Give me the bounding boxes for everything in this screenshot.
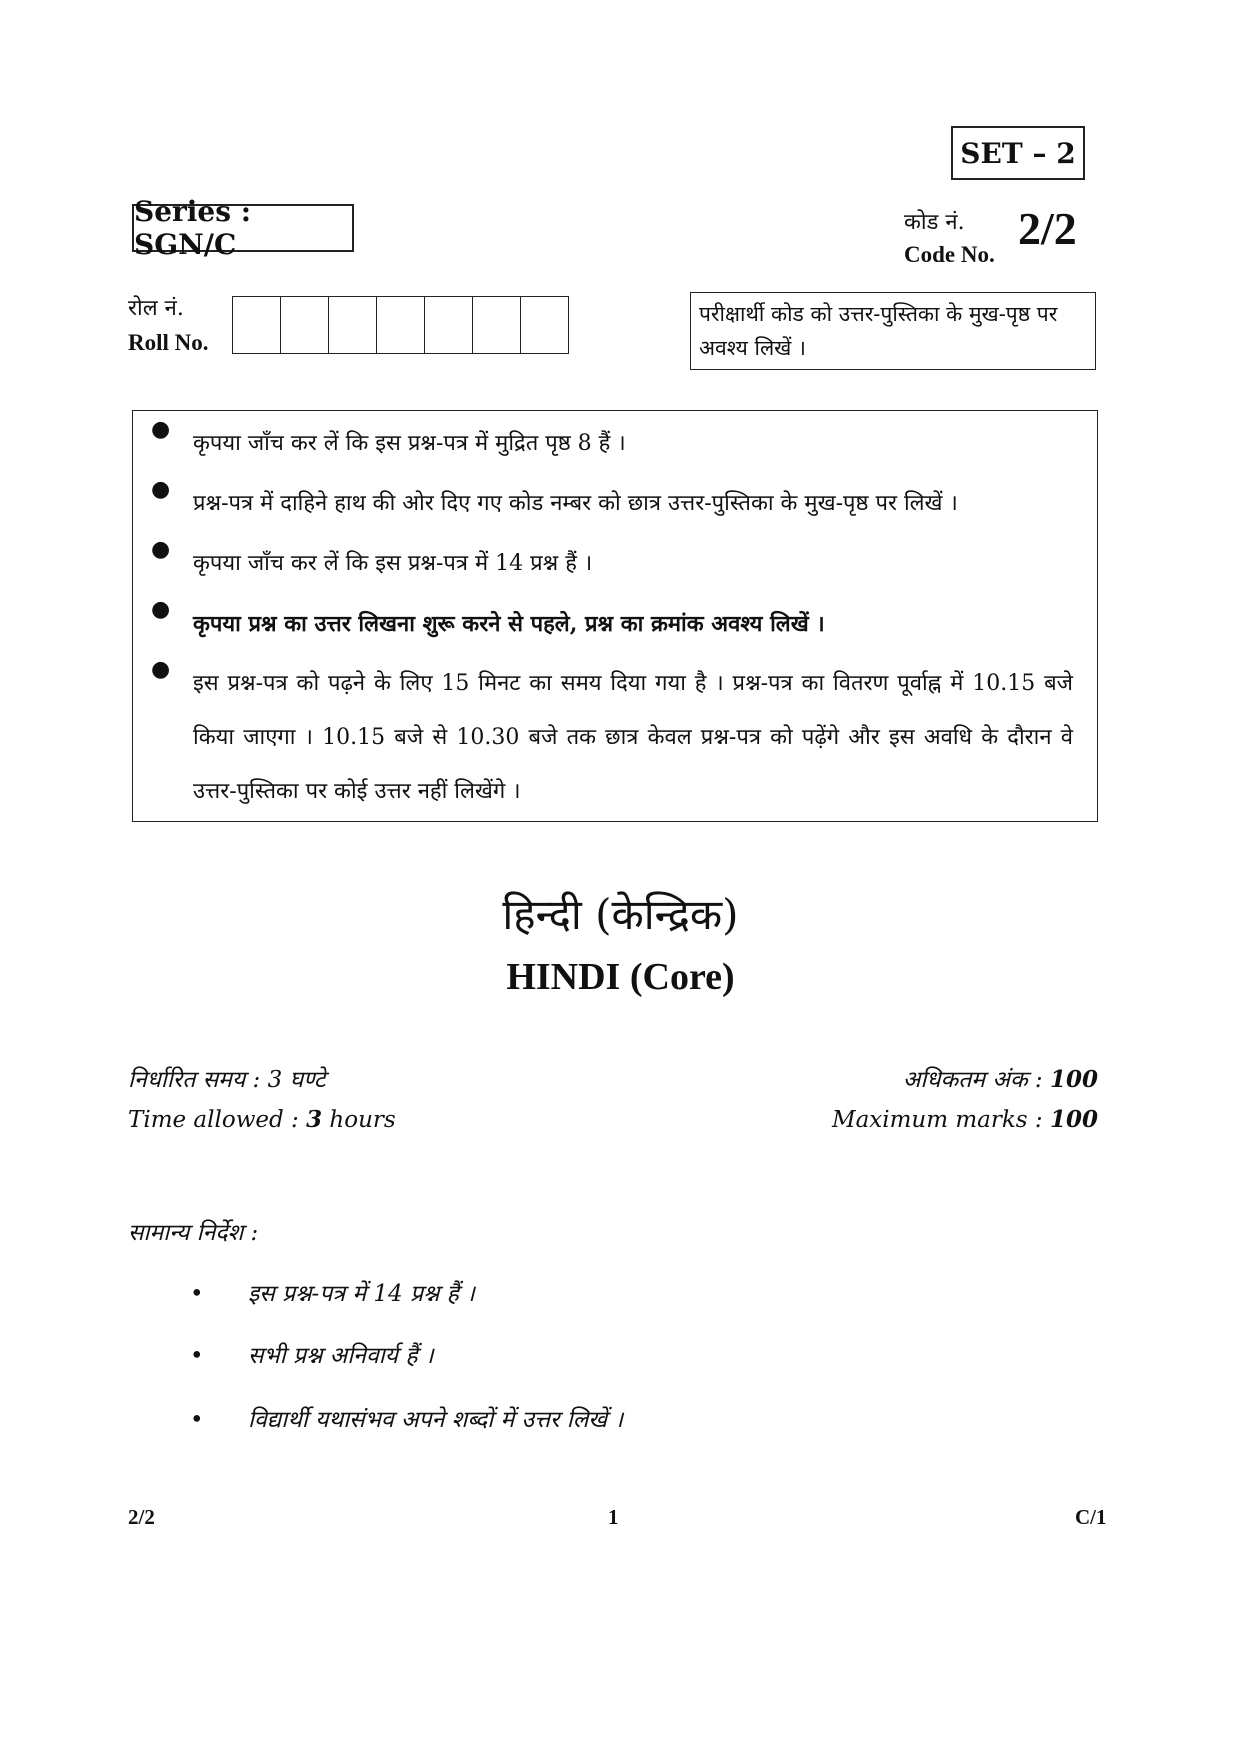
time-allowed-hindi: निर्धारित समय : 3 घण्टे bbox=[128, 1067, 326, 1093]
page-number: 1 bbox=[608, 1505, 619, 1529]
time-allowed-english: Time allowed : 3 hours bbox=[128, 1106, 396, 1133]
candidate-code-note: परीक्षार्थी कोड को उत्तर-पुस्तिका के मुख-पृष्ठ पर अवश्य लिखें । bbox=[690, 292, 1096, 370]
code-label-english: Code No. bbox=[904, 242, 995, 267]
roll-cell[interactable] bbox=[425, 296, 473, 354]
bullet-icon: • bbox=[190, 1343, 204, 1369]
roll-cell[interactable] bbox=[232, 296, 281, 354]
roll-label-english: Roll No. bbox=[128, 330, 209, 355]
bullet-icon: ● bbox=[151, 417, 171, 442]
instruction-text: प्रश्न-पत्र में दाहिने हाथ की ओर दिए गए कोड नम्बर को छात्र उत्तर-पुस्तिका के मुख-पृष्ठ पर लिखें । bbox=[193, 491, 958, 516]
bullet-icon: ● bbox=[151, 597, 171, 622]
roll-number-grid[interactable] bbox=[232, 296, 569, 354]
roll-cell[interactable] bbox=[329, 296, 377, 354]
max-marks-english: Maximum marks : 100 bbox=[832, 1106, 1098, 1133]
instruction-text: इस प्रश्न-पत्र को पढ़ने के लिए 15 मिनट का समय दिया गया है । प्रश्न-पत्र का वितरण पूर्वाह्न में 10.15 बजे किया जाएगा । 10.15 बजे से 10.30 बजे तक छात्र केवल प्रश्न-पत्र को पढ़ेंगे और इस अवधि के दौरान वे उत्तर-पुस्तिका पर कोई उत्तर नहीं लिखेंगे । bbox=[193, 671, 1073, 804]
roll-label-hindi: रोल नं. bbox=[128, 296, 184, 321]
code-label-hindi: कोड नं. bbox=[904, 210, 965, 235]
subject-title-english: HINDI (Core) bbox=[506, 956, 735, 998]
general-instructions-heading: सामान्य निर्देश : bbox=[128, 1220, 259, 1246]
set-label: SET – 2 bbox=[951, 126, 1085, 180]
max-marks-hindi: अधिकतम अंक : 100 bbox=[902, 1066, 1098, 1093]
bullet-icon: • bbox=[190, 1407, 204, 1433]
roll-cell[interactable] bbox=[473, 296, 521, 354]
footer-page-ref: C/1 bbox=[1075, 1505, 1107, 1529]
series-label: Series : SGN/C bbox=[132, 204, 354, 252]
instruction-text: कृपया जाँच कर लें कि इस प्रश्न-पत्र में 14 प्रश्न हैं । bbox=[193, 551, 593, 576]
bullet-icon: • bbox=[190, 1281, 204, 1307]
instruction-text: कृपया प्रश्न का उत्तर लिखना शुरू करने से पहले, प्रश्न का क्रमांक अवश्य लिखें । bbox=[193, 611, 825, 637]
instruction-text: कृपया जाँच कर लें कि इस प्रश्न-पत्र में मुद्रित पृष्ठ 8 हैं । bbox=[193, 431, 626, 456]
roll-cell[interactable] bbox=[377, 296, 425, 354]
bullet-icon: ● bbox=[151, 477, 171, 502]
subject-title-hindi: हिन्दी (केन्द्रिक) bbox=[502, 890, 739, 939]
code-number: 2/2 bbox=[1018, 203, 1077, 254]
bullet-icon: ● bbox=[151, 657, 171, 682]
roll-cell[interactable] bbox=[281, 296, 329, 354]
general-instruction-item: • इस प्रश्न-पत्र में 14 प्रश्न हैं । bbox=[190, 1281, 475, 1307]
bullet-icon: ● bbox=[151, 537, 171, 562]
roll-cell[interactable] bbox=[521, 296, 569, 354]
general-instruction-item: • सभी प्रश्न अनिवार्य हैं । bbox=[190, 1343, 434, 1369]
footer-code: 2/2 bbox=[128, 1505, 155, 1529]
instructions-box bbox=[132, 410, 1098, 822]
general-instruction-item: • विद्यार्थी यथासंभव अपने शब्दों में उत्तर लिखें । bbox=[190, 1407, 624, 1433]
